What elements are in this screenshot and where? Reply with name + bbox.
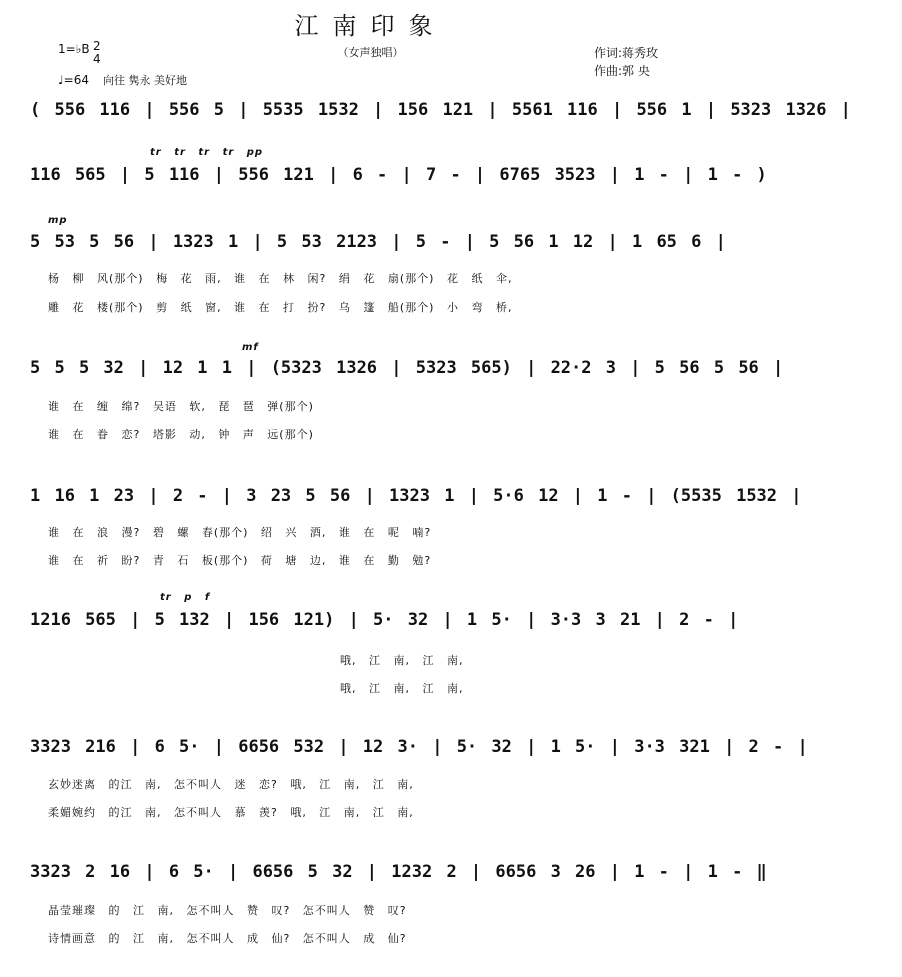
song-title: 江南印象 [294, 12, 447, 40]
tempo-marking [58, 72, 187, 88]
song-subtitle: （女声独唱） [337, 46, 404, 59]
dynamic-marks-4: mf [242, 342, 259, 353]
lyrics-verse2-line4: 谁 在 眷 恋? 塔影 动, 钟 声 远(那个) [48, 428, 314, 441]
lyrics-verse1-line6: 哦, 江 南, 江 南, [340, 654, 464, 667]
ornament-marks-2: tr tr tr tr pp [150, 147, 264, 158]
notation-system-8: 3323 2 16 | 6 5· | 6656 5 32 | 1232 2 | 6656 3 26 | 1 - | 1 - ‖ [30, 862, 767, 882]
notation-system-4: 5 5 5 32 | 12 1 1 | (5323 1326 | 5323 565) | 22·2 3 | 5 56 5 56 | [30, 358, 784, 378]
ornament-marks-6: tr p f [160, 592, 211, 603]
notation-system-5: 1 16 1 23 | 2 - | 3 23 5 56 | 1323 1 | 5·6 12 | 1 - | (5535 1532 | [30, 486, 802, 506]
notation-system-3: 5 53 5 56 | 1323 1 | 5 53 2123 | 5 - | 5 56 1 12 | 1 65 6 | [30, 232, 726, 252]
time-signature [93, 40, 101, 66]
notation-system-6: 1216 565 | 5 132 | 156 121) | 5· 32 | 1 5· | 3·3 3 21 | 2 - | [30, 610, 739, 630]
notation-system-2: 116 565 | 5 116 | 556 121 | 6 - | 7 - | 6765 3523 | 1 - | 1 - ) [30, 165, 767, 185]
lyricist-credit: 作词:蒋秀玫 [594, 46, 659, 60]
key-signature: 1=♭B [58, 42, 90, 56]
expression-marking: 向往 隽永 美好地 [102, 74, 187, 87]
lyrics-verse2-line3: 雕 花 楼(那个) 剪 纸 窗, 谁 在 打 扮? 乌 篷 船(那个) 小 弯 桥, [48, 301, 513, 314]
lyrics-verse2-line7: 柔媚婉约 的江 南, 怎不叫人 慕 羡? 哦, 江 南, 江 南, [48, 806, 414, 819]
composer-credit: 作曲:郭 央 [594, 64, 650, 78]
lyrics-verse1-line7: 玄妙迷离 的江 南, 怎不叫人 迷 恋? 哦, 江 南, 江 南, [48, 778, 414, 791]
lyrics-verse1-line8: 晶莹璀璨 的 江 南, 怎不叫人 赞 叹? 怎不叫人 赞 叹? [48, 904, 407, 917]
time-signature-bottom: 4 [93, 52, 101, 66]
time-signature-top: 2 [93, 39, 101, 53]
dynamic-marks-3: mp [48, 215, 68, 226]
lyrics-verse1-line5: 谁 在 浪 漫? 碧 螺 春(那个) 绍 兴 酒, 谁 在 呢 喃? [48, 526, 432, 539]
lyrics-verse2-line6: 哦, 江 南, 江 南, [340, 682, 464, 695]
lyrics-verse2-line5: 谁 在 祈 盼? 青 石 板(那个) 荷 塘 边, 谁 在 勤 勉? [48, 554, 432, 567]
lyrics-verse2-line8: 诗情画意 的 江 南, 怎不叫人 成 仙? 怎不叫人 成 仙? [48, 932, 407, 945]
tempo-value: ♩=64 [58, 73, 89, 87]
notation-system-1: ( 556 116 | 556 5 | 5535 1532 | 156 121 | 5561 116 | 556 1 | 5323 1326 | [30, 100, 851, 120]
lyrics-verse1-line3: 杨 柳 风(那个) 梅 花 雨, 谁 在 林 闲? 绢 花 扇(那个) 花 纸 伞, [48, 272, 513, 285]
lyrics-verse1-line4: 谁 在 缠 绵? 吴语 软, 琵 琶 弹(那个) [48, 400, 314, 413]
notation-system-7: 3323 216 | 6 5· | 6656 532 | 12 3· | 5· 32 | 1 5· | 3·3 321 | 2 - | [30, 737, 808, 757]
